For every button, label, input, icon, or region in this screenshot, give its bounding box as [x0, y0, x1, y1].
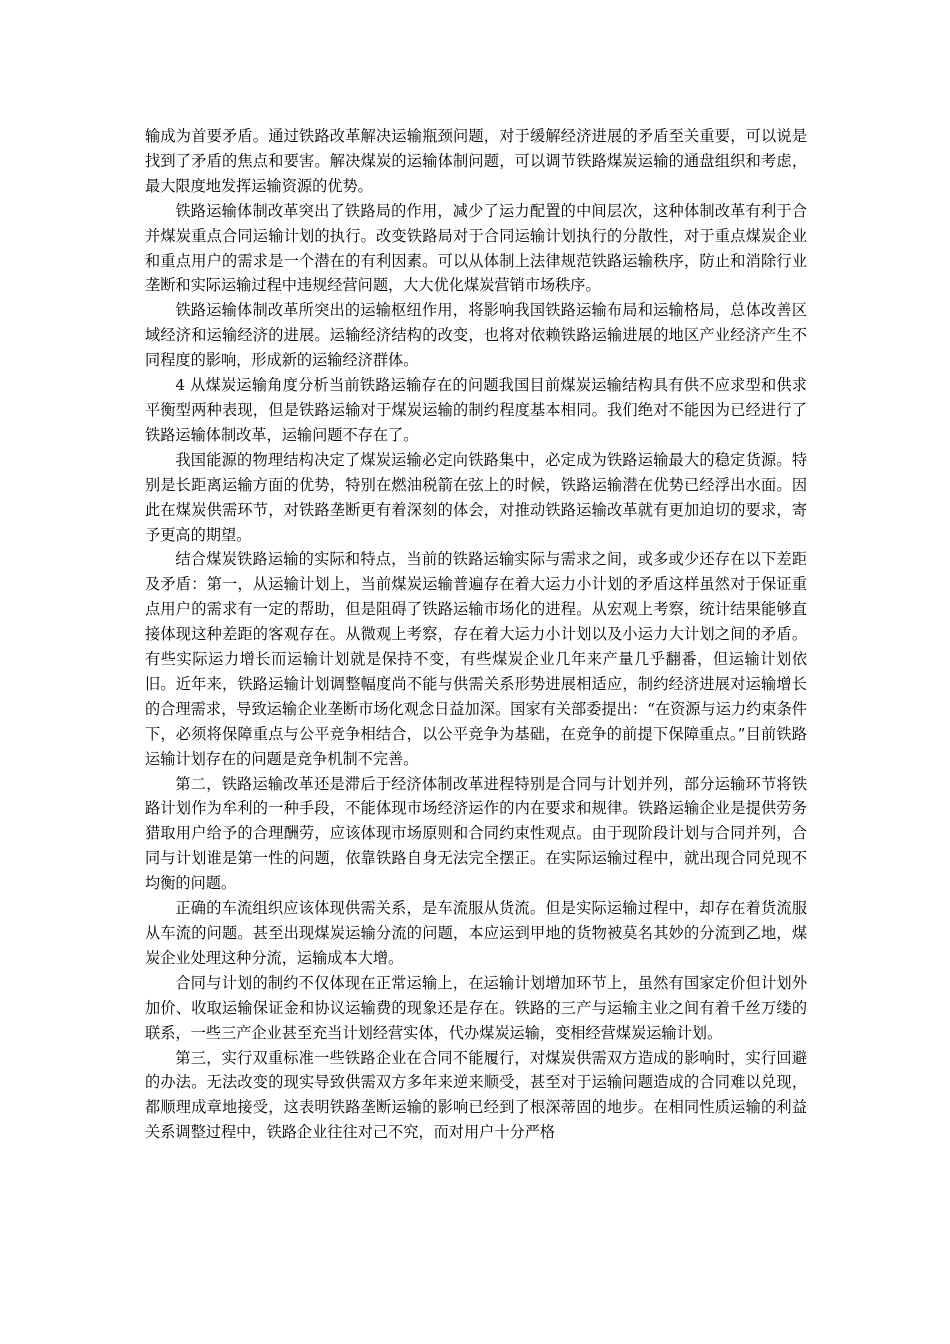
paragraph-7: 第二，铁路运输改革还是滞后于经济体制改革进程特别是合同与计划并列，部分运输环节将铁路计划作为牟利的一种手段，不能体现市场经济运作的内在要求和规律。铁路运输企业是提供劳务猎取用户给予的合理酬劳，应该体现市场原则和合同约束性观点。由于现阶段计划与合同并列，合同与计划谁是第一性的问题，依靠铁路自身无法完全摆正。在实际运输过程中，就出现合同兑现不均衡的问题。: [145, 774, 807, 893]
paragraph-6: 结合煤炭铁路运输的实际和特点，当前的铁路运输实际与需求之间，或多或少还存在以下差距及矛盾：第一，从运输计划上，当前煤炭运输普遍存在着大运力小计划的矛盾这样虽然对于保证重点用户的需求有一定的帮助，但是阻碍了铁路运输市场化的进程。从宏观上考察，统计结果能够直接体现这种差距的客观存在。从微观上考察，存在着大运力小计划以及小运力大计划之间的矛盾。有些实际运力增长而运输计划就是保持不变，有些煤炭企业几年来产量几乎翻番，但运输计划依旧。近年来，铁路运输计划调整幅度尚不能与供需关系形势进展相适应，制约经济进展对运输增长的合理需求，导致运输企业垄断市场化观念日益加深。国家有关部委提出：“在资源与运力约束条件下，必须将保障重点与公平竞争相结合，以公平竞争为基础，在竞争的前提下保障重点。”目前铁路运输计划存在的问题是竞争机制不完善。: [145, 550, 807, 768]
paragraph-5: 我国能源的物理结构决定了煤炭运输必定向铁路集中，必定成为铁路运输最大的稳定货源。特别是长距离运输方面的优势，特别在燃油税箭在弦上的时候，铁路运输潜在优势已经浮出水面。因此在煤炭供需环节，对铁路垄断更有着深刻的体会，对推动铁路运输改革就有更加迫切的要求，寄予更高的期望。: [145, 450, 807, 544]
paragraph-8: 正确的车流组织应该体现供需关系，是车流服从货流。但是实际运输过程中，却存在着货流服从车流的问题。甚至出现煤炭运输分流的问题，本应运到甲地的货物被莫名其妙的分流到乙地，煤炭企业处理这种分流，运输成本大增。: [145, 899, 807, 967]
paragraph-2: 铁路运输体制改革突出了铁路局的作用，减少了运力配置的中间层次，这种体制改革有利于合并煤炭重点合同运输计划的执行。改变铁路局对于合同运输计划执行的分散性，对于重点煤炭企业和重点用户的需求是一个潜在的有利因素。可以从体制上法律规范铁路运输秩序，防止和消除行业垄断和实际运输过程中违规经营问题，大大优化煤炭营销市场秩序。: [145, 201, 807, 295]
paragraph-1: 输成为首要矛盾。通过铁路改革解决运输瓶颈问题，对于缓解经济进展的矛盾至关重要，可以说是找到了矛盾的焦点和要害。解决煤炭的运输体制问题，可以调节铁路煤炭运输的通盘组织和考虑，最大限度地发挥运输资源的优势。: [145, 127, 807, 195]
paragraph-4-section-heading: 4 从煤炭运输角度分析当前铁路运输存在的问题我国目前煤炭运输结构具有供不应求型和供求平衡型两种表现，但是铁路运输对于煤炭运输的制约程度基本相同。我们绝对不能因为已经进行了铁路运输体制改革，运输问题不存在了。: [145, 376, 807, 444]
paragraph-3: 铁路运输体制改革所突出的运输枢纽作用，将影响我国铁路运输布局和运输格局，总体改善区域经济和运输经济的进展。运输经济结构的改变，也将对依赖铁路运输进展的地区产业经济产生不同程度的影响，形成新的运输经济群体。: [145, 301, 807, 370]
paragraph-9: 合同与计划的制约不仅体现在正常运输上，在运输计划增加环节上，虽然有国家定价但计划外加价、收取运输保证金和协议运输费的现象还是存在。铁路的三产与运输主业之间有着千丝万缕的联系，一些三产企业甚至充当计划经营实体，代办煤炭运输，变相经营煤炭运输计划。: [145, 973, 807, 1042]
paragraph-10: 第三，实行双重标准一些铁路企业在合同不能履行，对煤炭供需双方造成的影响时，实行回避的办法。无法改变的现实导致供需双方多年来逆来顺受，甚至对于运输问题造成的合同难以兑现，都顺理成章地接受，这表明铁路垄断运输的影响已经到了根深蒂固的地步。在相同性质运输的利益关系调整过程中，铁路企业往往对己不究，而对用户十分严格: [145, 1048, 807, 1142]
document-body: [145, 124, 807, 1145]
